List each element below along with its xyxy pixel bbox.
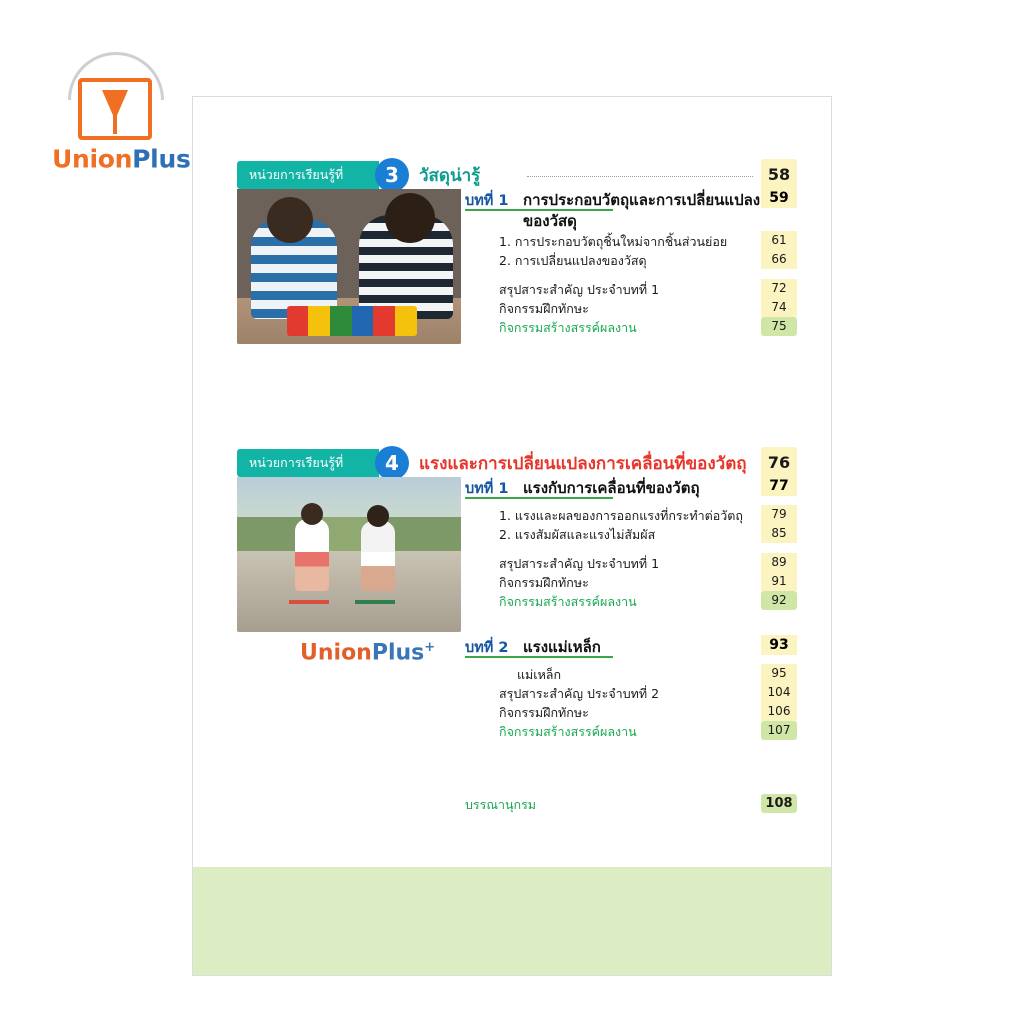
- photo-scooter-right: [355, 600, 395, 604]
- chapter-page: 77: [761, 476, 797, 496]
- toc-item-row: [465, 279, 797, 298]
- photo-scooter-left: [289, 600, 329, 604]
- toc-item-page: 91: [761, 572, 797, 591]
- toc-spacer: [465, 610, 797, 636]
- photo-girl-right: [361, 521, 395, 591]
- unit-header-4: [237, 449, 797, 477]
- toc-subitem-label: 1. แรงและผลของการออกแรงที่กระทำต่อวัตถุ: [499, 508, 743, 523]
- photo-girl-left-head: [301, 503, 323, 525]
- logo-word-plus: Plus: [132, 144, 191, 174]
- photo-girl-right-head: [367, 505, 389, 527]
- logo-book-icon: [78, 78, 152, 140]
- unit-photo-3: [237, 189, 461, 344]
- toc-item-row: [465, 683, 797, 702]
- chapter-title: แรงแม่เหล็ก: [523, 638, 601, 656]
- toc-subitem-label: 2. การเปลี่ยนแปลงของวัสดุ: [499, 253, 647, 268]
- watermark-word-union: Union: [300, 640, 372, 666]
- toc-subitem-page: 61: [761, 231, 797, 250]
- unit-number-badge-4: 4: [375, 446, 409, 480]
- toc-subitem-row: [465, 664, 797, 683]
- toc-subitem-label: 1. การประกอบวัตถุชิ้นใหม่จากชิ้นส่วนย่อย: [499, 234, 728, 249]
- unit-page-number-4: 76: [761, 447, 797, 479]
- toc-subitem-page: 79: [761, 505, 797, 524]
- chapter-number: บทที่ 1: [465, 193, 509, 209]
- toc-item-label: สรุปสาระสำคัญ ประจำบทที่ 1: [499, 282, 660, 297]
- unit-page-number-3: 58: [761, 159, 797, 191]
- logo-word-union: Union: [52, 144, 133, 174]
- chapter-title-line2: ของวัสดุ: [523, 212, 577, 230]
- toc-item-row: [465, 553, 797, 572]
- unit-tab-label-4: หน่วยการเรียนรู้ที่: [237, 449, 379, 477]
- watermark-word-plus: Plus: [371, 640, 425, 666]
- unit-title-4: แรงและการเปลี่ยนแปลงการเคลื่อนที่ของวัตถุ: [419, 454, 747, 474]
- toc-chapter-row-cont: [465, 211, 797, 231]
- toc-item-page: 92: [761, 591, 797, 610]
- toc-item-page: 75: [761, 317, 797, 336]
- toc-item-page: 74: [761, 298, 797, 317]
- toc-item-row-activity: [465, 317, 797, 336]
- toc-item-label: สรุปสาระสำคัญ ประจำบทที่ 2: [499, 686, 660, 701]
- page-footer-band: [193, 867, 831, 975]
- toc-chapter-row: [465, 636, 797, 658]
- logo-book-stem-icon: [113, 90, 117, 134]
- unit-header-3: [237, 161, 797, 189]
- unit-dot-leader-3: [527, 175, 753, 177]
- toc-subitem-label: แม่เหล็ก: [517, 667, 562, 682]
- toc-chapter-row: [465, 189, 797, 211]
- toc-item-page: 72: [761, 279, 797, 298]
- toc-item-label: กิจกรรมสร้างสรรค์ผลงาน: [499, 320, 637, 335]
- toc-item-page: 104: [761, 683, 797, 702]
- chapter-page: 59: [761, 188, 797, 208]
- toc-subitem-row: [465, 231, 797, 250]
- toc-subitem-page: 95: [761, 664, 797, 683]
- toc-bibliography-page: 108: [761, 794, 797, 813]
- toc-bibliography-label: บรรณานุกรม: [465, 797, 537, 812]
- toc-item-page: 106: [761, 702, 797, 721]
- toc-item-page: 89: [761, 553, 797, 572]
- watermark-superscript: +: [424, 640, 436, 655]
- photo-child-left-head: [267, 197, 313, 243]
- chapter-page: 93: [761, 635, 797, 655]
- toc-item-row: [465, 572, 797, 591]
- toc-chapter-row: [465, 477, 797, 499]
- unit-toc-3: [465, 189, 797, 336]
- toc-item-label: กิจกรรมฝึกทักษะ: [499, 705, 589, 720]
- chapter-number: บทที่ 2: [465, 640, 509, 656]
- toc-subitem-row: [465, 505, 797, 524]
- chapter-title: แรงกับการเคลื่อนที่ของวัตถุ: [523, 479, 700, 497]
- photo-ground: [237, 551, 461, 632]
- unit-tab-label-3: หน่วยการเรียนรู้ที่: [237, 161, 379, 189]
- chapter-underline: [465, 656, 613, 658]
- toc-subitem-row: [465, 250, 797, 269]
- unit-photo-4: [237, 477, 461, 632]
- toc-item-label: กิจกรรมสร้างสรรค์ผลงาน: [499, 724, 637, 739]
- toc-subitem-row: [465, 524, 797, 543]
- unit-number-badge-3: 3: [375, 158, 409, 192]
- toc-item-row-activity: [465, 591, 797, 610]
- toc-spacer: [465, 740, 797, 794]
- toc-item-label: สรุปสาระสำคัญ ประจำบทที่ 1: [499, 556, 660, 571]
- toc-item-page: 107: [761, 721, 797, 740]
- toc-item-row-activity: [465, 721, 797, 740]
- book-page: [192, 96, 832, 976]
- toc-subitem-label: 2. แรงสัมผัสและแรงไม่สัมผัส: [499, 527, 656, 542]
- toc-item-row: [465, 702, 797, 721]
- toc-subitem-page: 85: [761, 524, 797, 543]
- toc-item-label: กิจกรรมฝึกทักษะ: [499, 575, 589, 590]
- unit-title-3: วัสดุน่ารู้: [419, 166, 481, 186]
- toc-item-label: กิจกรรมฝึกทักษะ: [499, 301, 589, 316]
- toc-bibliography-row: [465, 794, 797, 813]
- unit-block-3: [237, 161, 797, 335]
- chapter-title: การประกอบวัตถุและการเปลี่ยนแปลง: [523, 191, 761, 209]
- unionplus-logo: [52, 52, 191, 182]
- toc-item-label: กิจกรรมสร้างสรรค์ผลงาน: [499, 594, 637, 609]
- photo-girl-left: [295, 519, 329, 591]
- logo-wordmark: [52, 144, 192, 173]
- photo-building-blocks: [287, 306, 417, 336]
- center-watermark: [300, 640, 435, 665]
- unit-toc-4: [465, 477, 797, 813]
- chapter-number: บทที่ 1: [465, 481, 509, 497]
- chapter-underline: [465, 497, 613, 499]
- photo-child-right-head: [385, 193, 435, 243]
- toc-item-row: [465, 298, 797, 317]
- toc-subitem-page: 66: [761, 250, 797, 269]
